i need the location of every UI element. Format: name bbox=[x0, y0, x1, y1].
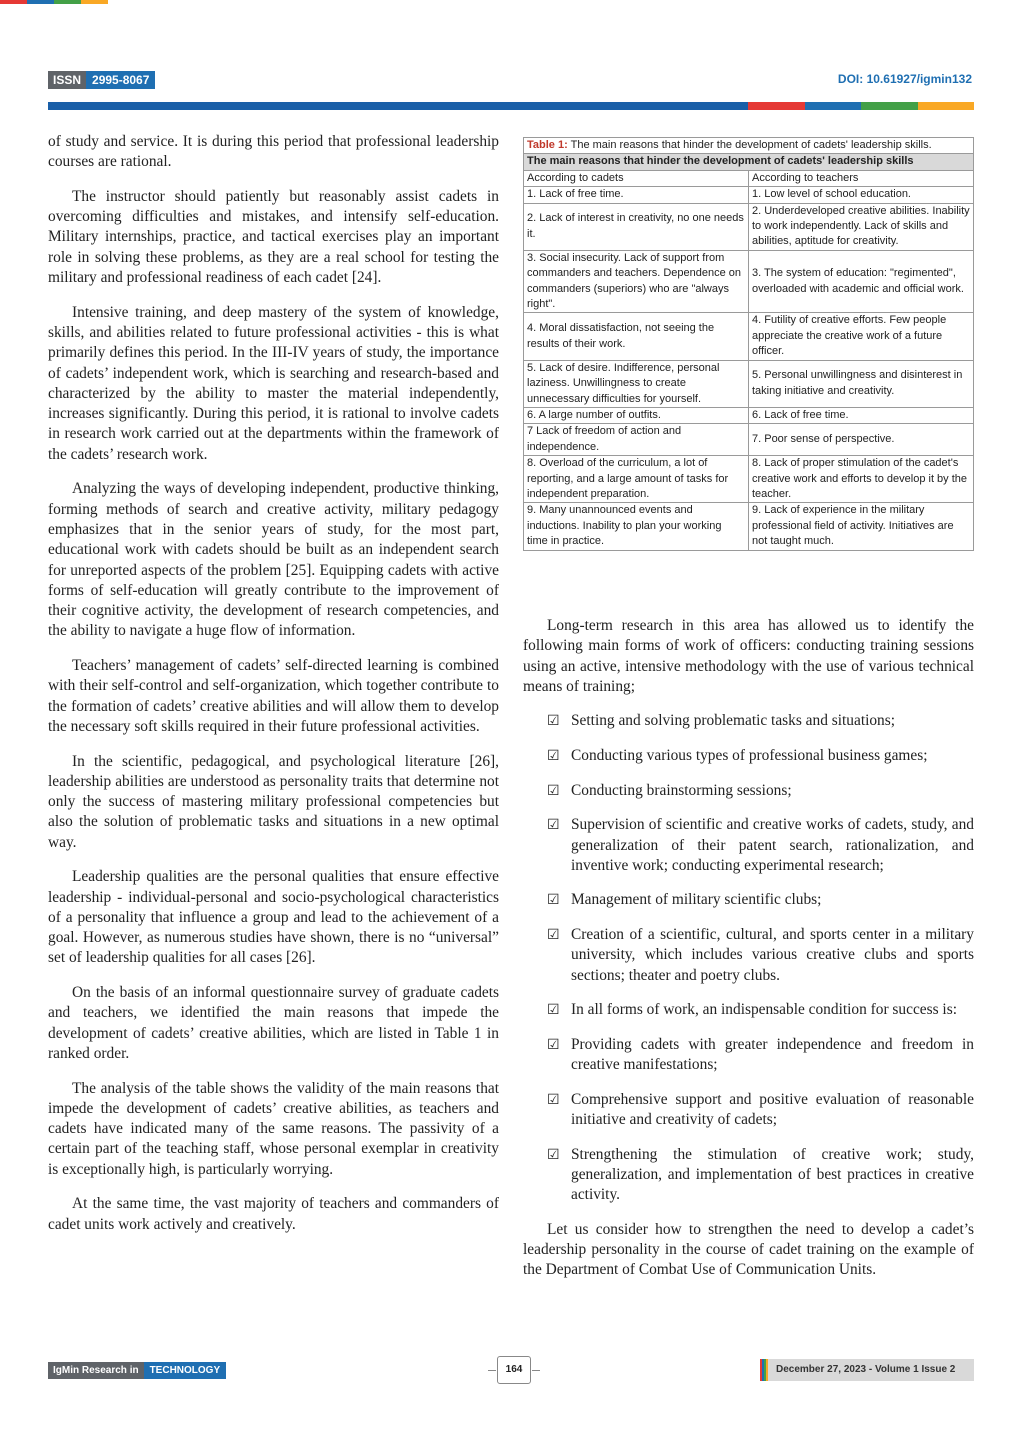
table-caption-label: Table 1: bbox=[527, 139, 568, 151]
checkbox-checked-icon: ☑ bbox=[547, 782, 560, 799]
teachers-reason-cell: 1. Low level of school education. bbox=[749, 187, 974, 203]
table-row bbox=[524, 360, 974, 407]
cadets-reason-cell: 5. Lack of desire. Indifference, personal laziness. Unwillingness to create unnecessary difficulties for yourself. bbox=[524, 360, 749, 407]
list-item bbox=[523, 890, 974, 910]
table-row bbox=[524, 203, 974, 250]
body-paragraph: At the same time, the vast majority of teachers and commanders of cadet units work actively and creatively. bbox=[48, 1195, 499, 1233]
list-item-text: Providing cadets with greater independence and freedom in creative manifestations; bbox=[571, 1035, 974, 1074]
issn-number: 2995-8067 bbox=[86, 71, 155, 89]
teachers-reason-cell: 8. Lack of proper stimulation of the cadet's creative work and efforts to develop it by the teacher. bbox=[749, 456, 974, 503]
cadets-reason-cell: 3. Social insecurity. Lack of support from commanders and teachers. Dependence on commanders (superiors) who are "always right". bbox=[524, 250, 749, 313]
journal-section: TECHNOLOGY bbox=[144, 1362, 227, 1379]
list-item-text: Setting and solving problematic tasks and situations; bbox=[571, 712, 896, 730]
body-paragraph: of study and service. It is during this period that professional leadership courses are rational. bbox=[48, 133, 499, 171]
column-header-teachers: According to teachers bbox=[749, 170, 974, 186]
body-paragraph: Analyzing the ways of developing independent, productive thinking, forming methods of search and creative activity, military pedagogy emphasizes that in the senior years of study, for the most part, educational work with cadets should be built as an independent search for unreported aspects of the problem [25]. Equipping cadets with active forms of self-education will greatly contribute to the improvement of their cognitive activity, the development of research competencies, and the ability to navigate a huge flow of information. bbox=[48, 480, 499, 640]
left-column bbox=[48, 132, 499, 1249]
checkbox-checked-icon: ☑ bbox=[547, 1091, 560, 1108]
teachers-reason-cell: 2. Underdeveloped creative abilities. Inability to work independently. Lack of skills and abilities, aptitude for creativity. bbox=[749, 203, 974, 250]
checkbox-checked-icon: ☑ bbox=[547, 1146, 560, 1163]
body-paragraph: Intensive training, and deep mastery of the system of knowledge, skills, and abilities related to future professional activities - this is what primarily defines this period. In the III-IV years of study, the importance of cadets’ independent work, which is searching and research-based and characterized by the ability to master the material independently, increases significantly. During this period, it is rational to involve cadets in research work carried out at the departments within the framework of the cadets’ research work. bbox=[48, 303, 499, 463]
list-item bbox=[523, 1035, 974, 1076]
cadets-reason-cell: 6. A large number of outfits. bbox=[524, 407, 749, 423]
list-item-text: Comprehensive support and positive evaluation of reasonable initiative and creativity of cadets; bbox=[571, 1090, 974, 1129]
issn-label: ISSN bbox=[48, 71, 86, 89]
issn-badge bbox=[48, 71, 155, 89]
checkbox-checked-icon: ☑ bbox=[547, 817, 560, 834]
cadets-reason-cell: 9. Many unannounced events and inductions. Inability to plan your working time in practice. bbox=[524, 503, 749, 550]
list-item bbox=[523, 925, 974, 986]
checkbox-checked-icon: ☑ bbox=[547, 927, 560, 944]
checkbox-checked-icon: ☑ bbox=[547, 892, 560, 909]
list-item bbox=[523, 746, 974, 766]
list-item-text: Supervision of scientific and creative works of cadets, study, and generalization of their patent search, rationalization, and inventive work; conducting experimental research; bbox=[571, 816, 974, 874]
table-caption-text: The main reasons that hinder the development of cadets' leadership skills. bbox=[567, 139, 932, 151]
doi-link[interactable]: DOI: 10.61927/igmin132 bbox=[837, 72, 972, 86]
right-column bbox=[523, 616, 974, 1295]
table-caption bbox=[524, 138, 974, 154]
teachers-reason-cell: 6. Lack of free time. bbox=[749, 407, 974, 423]
list-item-text: In all forms of work, an indispensable condition for success is: bbox=[571, 1001, 957, 1019]
issue-date: December 27, 2023 - Volume 1 Issue 2 bbox=[768, 1359, 974, 1381]
teachers-reason-cell: 7. Poor sense of perspective. bbox=[749, 424, 974, 456]
table-row bbox=[524, 424, 974, 456]
list-item bbox=[523, 815, 974, 876]
cadets-reason-cell: 1. Lack of free time. bbox=[524, 187, 749, 203]
journal-badge bbox=[48, 1362, 226, 1379]
table-row bbox=[524, 407, 974, 423]
teachers-reason-cell: 5. Personal unwillingness and disinterest in taking initiative and creativity. bbox=[749, 360, 974, 407]
list-item bbox=[523, 1090, 974, 1131]
list-item-text: Management of military scientific clubs; bbox=[571, 891, 822, 909]
body-paragraph: On the basis of an informal questionnaire survey of graduate cadets and teachers, we identified the main reasons that impede the development of cadets’ creative abilities, which are listed in Table 1 in ranked order. bbox=[48, 984, 499, 1062]
table-row bbox=[524, 250, 974, 313]
list-item bbox=[523, 711, 974, 731]
teachers-reason-cell: 4. Futility of creative efforts. Few people appreciate the creative work of a future officer. bbox=[749, 313, 974, 360]
cadets-reason-cell: 8. Overload of the curriculum, a lot of reporting, and a large amount of tasks for independent preparation. bbox=[524, 456, 749, 503]
checkbox-checked-icon: ☑ bbox=[547, 1002, 560, 1019]
list-item-text: Creation of a scientific, cultural, and sports center in a military university, which includes various creative clubs and sports sections; theater and poetry clubs. bbox=[571, 926, 974, 984]
forms-list bbox=[523, 711, 974, 1205]
table-1 bbox=[523, 137, 974, 551]
checkbox-checked-icon: ☑ bbox=[547, 1036, 560, 1053]
cadets-reason-cell: 4. Moral dissatisfaction, not seeing the results of their work. bbox=[524, 313, 749, 360]
top-color-strip bbox=[0, 0, 108, 4]
list-item-text: Conducting brainstorming sessions; bbox=[571, 781, 792, 799]
cadets-reason-cell: 7 Lack of freedom of action and independence. bbox=[524, 424, 749, 456]
body-paragraph: Teachers’ management of cadets’ self-directed learning is combined with their self-control and self-organization, which together contribute to the formation of cadets’ creative abilities and will allow them to develop the necessary soft skills required in their future professional activities. bbox=[48, 657, 499, 735]
checkbox-checked-icon: ☑ bbox=[547, 713, 560, 730]
body-paragraph: In the scientific, pedagogical, and psychological literature [26], leadership abilities are understood as personality traits that determine not only the success of mastering military professional competencies but also the solution of problematic tasks and situations in a new optimal way. bbox=[48, 752, 499, 851]
list-item bbox=[523, 1145, 974, 1206]
column-header-cadets: According to cadets bbox=[524, 170, 749, 186]
page-number: 164 bbox=[497, 1356, 531, 1384]
list-item bbox=[523, 781, 974, 801]
cadets-reason-cell: 2. Lack of interest in creativity, no one needs it. bbox=[524, 203, 749, 250]
closing-paragraph: Let us consider how to strengthen the need to develop a cadet’s leadership personality in the course of cadet training on the example of the Department of Combat Use of Communication Units. bbox=[523, 1220, 974, 1279]
table-row bbox=[524, 503, 974, 550]
table-row bbox=[524, 313, 974, 360]
table-row bbox=[524, 456, 974, 503]
header-bar bbox=[48, 102, 974, 110]
table-header: The main reasons that hinder the development of cadets' leadership skills bbox=[524, 154, 974, 170]
teachers-reason-cell: 3. The system of education: "regimented", overloaded with academic and official work. bbox=[749, 250, 974, 313]
body-paragraph: The instructor should patiently but reasonably assist cadets in overcoming difficulties and mistakes, and intensify self-education. Military internships, practice, and tactical exercises play an important role in solving these problems, as they are a real school for testing the military and professional readiness of each cadet [24]. bbox=[48, 187, 499, 287]
list-item-text: Strengthening the stimulation of creative work; study, generalization, and implementation of best practices in creative activity. bbox=[571, 1145, 974, 1204]
body-paragraph: The analysis of the table shows the validity of the main reasons that impede the development of cadets’ creative abilities, as teachers and cadets have indicated many of the same reasons. The passivity of a certain part of the teaching staff, whose personal exemplar in creativity is exceptionally high, is particularly worrying. bbox=[48, 1079, 499, 1178]
issue-date-badge bbox=[760, 1359, 974, 1381]
list-item-text: Conducting various types of professional business games; bbox=[571, 747, 928, 765]
checkbox-checked-icon: ☑ bbox=[547, 748, 560, 765]
journal-name: IgMin Research in bbox=[48, 1362, 144, 1379]
body-paragraph: Leadership qualities are the personal qualities that ensure effective leadership - individual-personal and socio-psychological characteristics of a personality that influence a group and lead to the achievement of a goal. However, as numerous studies have shown, there is no “universal” set of leadership qualities for all cases [26]. bbox=[48, 868, 499, 967]
teachers-reason-cell: 9. Lack of experience in the military professional field of activity. Initiatives are not taught much. bbox=[749, 503, 974, 550]
forms-intro: Long-term research in this area has allowed us to identify the following main forms of work of officers: conducting training sessions using an active, intensive methodology with the use of various technical means of training; bbox=[523, 617, 974, 695]
list-item bbox=[523, 1000, 974, 1020]
table-row bbox=[524, 187, 974, 203]
